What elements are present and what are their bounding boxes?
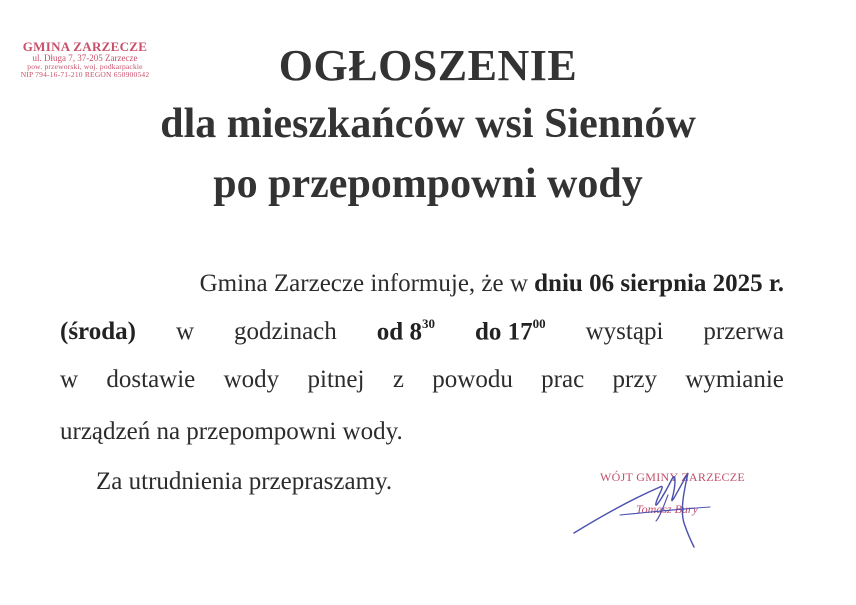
body-weekday: (środa): [60, 318, 136, 345]
stamp-address: ul. Długa 7, 37-205 Zarzecze: [32, 52, 138, 63]
announcement-subtitle-2: po przepompowni wody: [213, 161, 643, 207]
signature-title: WÓJT GMINY ZARZECZE: [600, 470, 746, 484]
body-word: w: [60, 366, 79, 393]
stamp-region: pow. przeworski, woj. podkarpackie: [27, 62, 143, 72]
body-line-3: [60, 366, 784, 394]
body-word: wymianie: [685, 366, 784, 393]
body-word: w: [175, 318, 195, 345]
body-word: przy: [612, 366, 657, 393]
signature-name: Tomasz Bury: [636, 502, 698, 516]
body-time-range-end: do $17^{00}$: [474, 316, 546, 346]
body-word: dostawie: [106, 366, 196, 393]
body-time-range: od $8^{30}$: [376, 316, 435, 346]
body-word: wody: [223, 366, 280, 393]
body-text: Gmina Zarzecze informuje, że w: [199, 270, 535, 297]
stamp-name: GMINA ZARZECZE: [22, 39, 148, 54]
signature-block: [560, 455, 760, 565]
handwritten-signature-icon: [560, 455, 760, 565]
announcement-title: OGŁOSZENIE: [278, 41, 578, 90]
body-word: pitnej: [307, 366, 365, 393]
body-word: powodu: [432, 366, 513, 393]
announcement-subtitle: dla mieszkańców wsi Siennów: [160, 101, 696, 147]
body-line-2: [60, 318, 784, 346]
body-line-4: urządzeń na przepompowni wody.: [60, 418, 403, 445]
apology-line: Za utrudnienia przepraszamy.: [96, 468, 393, 495]
body-word: godzinach: [234, 318, 337, 345]
body-word: przerwa: [703, 318, 784, 345]
body-word: wystąpi: [585, 318, 664, 345]
body-word: z: [392, 366, 404, 393]
body-date: dniu 06 sierpnia 2025 r.: [534, 270, 784, 297]
body-word: prac: [541, 366, 585, 393]
stamp-ids: NIP 794-16-71-210 REGON 650900542: [20, 69, 150, 79]
body-line-1: [60, 270, 784, 298]
